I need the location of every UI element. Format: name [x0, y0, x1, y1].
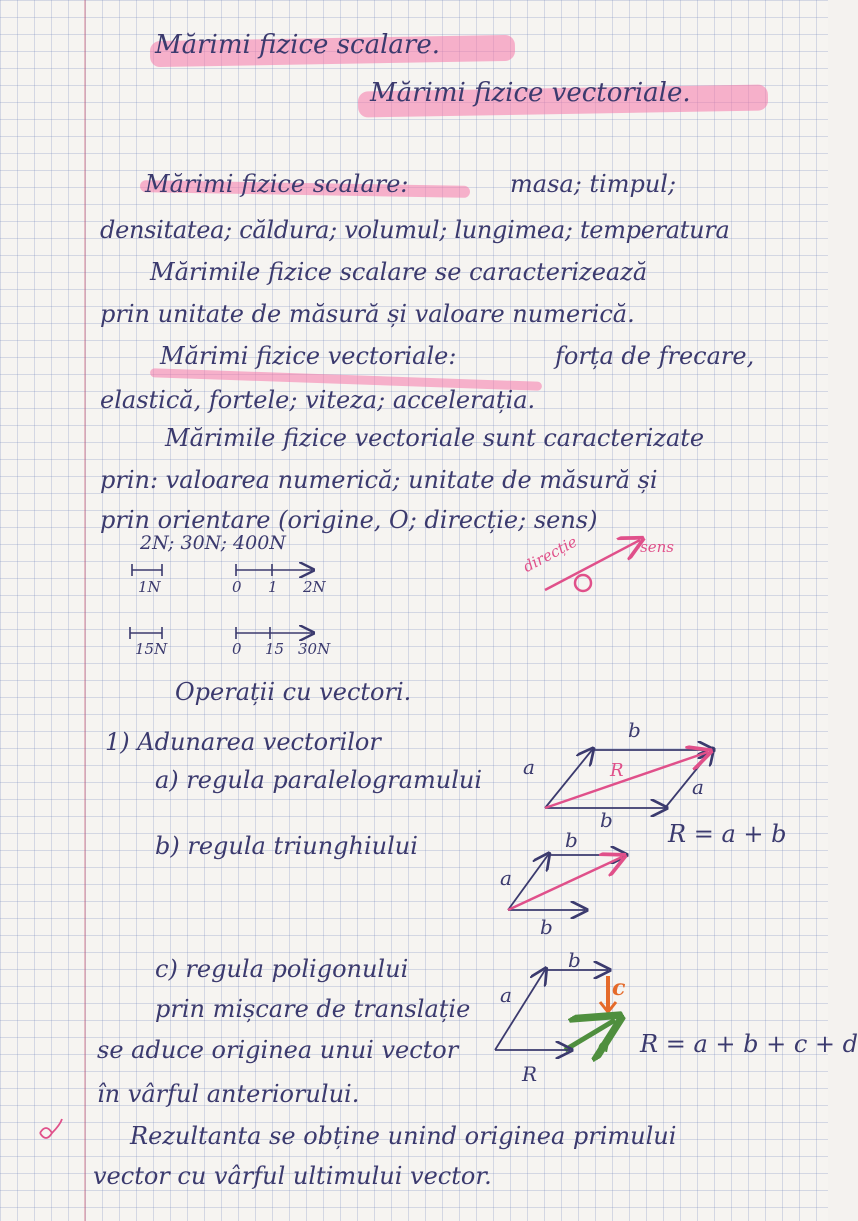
- scalar-definition-line1: Mărimile fizice scalare se caracterizează: [150, 258, 648, 286]
- sense-label: -sens: [635, 538, 675, 556]
- scale-15n: [130, 627, 162, 639]
- rule-parallelogram: a) regula paralelogramului: [155, 766, 483, 794]
- force-examples: 2N; 30N; 400N: [140, 532, 286, 554]
- rule-polygon: c) regula poligonului: [155, 955, 409, 983]
- label-b-parallelogram-bottom: b: [600, 808, 613, 832]
- scalar-definition-line2: prin unitate de măsură și valoare numerică.: [100, 300, 635, 328]
- direction-label: direcție: [520, 532, 581, 576]
- rule-polygon-desc3: în vârful anteriorului.: [97, 1080, 360, 1108]
- vector-list-line1: forța de frecare,: [555, 342, 755, 370]
- scalar-list-line1: masa; timpul;: [510, 170, 677, 198]
- triangle-diagram: [508, 855, 625, 910]
- label-r-parallelogram: R: [610, 760, 624, 781]
- label-a-polygon: a: [500, 983, 512, 1007]
- direction-sense-arrow: [545, 540, 640, 591]
- scalar-list-line2: densitatea; căldura; volumul; lungimea; temperatura: [100, 216, 730, 244]
- vector-30n: [236, 627, 312, 639]
- polygon-diagram: [495, 970, 616, 1050]
- label-b-triangle-top: b: [565, 828, 578, 852]
- formula-sum-four: R = a + b + c + d: [640, 1030, 858, 1058]
- vector-definition-line1: Mărimile fizice vectoriale sunt caracterizate: [165, 424, 705, 452]
- formula-sum-two: R = a + b: [668, 820, 787, 848]
- rule-polygon-desc1: prin mișcare de translație: [155, 995, 471, 1023]
- label-b-polygon: b: [568, 948, 581, 972]
- label-zero-b: 0: [232, 640, 242, 658]
- label-r-polygon: R: [522, 1062, 538, 1086]
- vector-2n: [236, 564, 312, 576]
- label-zero-a: 0: [232, 578, 242, 596]
- scalar-heading: Mărimi fizice scalare:: [145, 170, 409, 198]
- label-2n: 2N: [303, 578, 326, 596]
- conclusion-line2: vector cu vârful ultimului vector.: [93, 1162, 492, 1190]
- vector-list-line2: elastică, fortele; viteza; accelerația.: [100, 386, 536, 414]
- label-15n: 15N: [135, 640, 168, 658]
- label-one: 1: [268, 578, 278, 596]
- scale-1n: [132, 564, 162, 576]
- label-30n: 30N: [298, 640, 331, 658]
- label-1n: 1N: [138, 578, 161, 596]
- vector-heading: Mărimi fizice vectoriale:: [160, 342, 457, 370]
- label-a-triangle: a: [500, 866, 512, 890]
- rule-triangle: b) regula triunghiului: [155, 832, 418, 860]
- title-scalar: Mărimi fizice scalare.: [155, 30, 440, 60]
- label-d-polygon: d: [598, 1033, 611, 1057]
- label-a-parallelogram: a: [523, 755, 535, 779]
- title-vector: Mărimi fizice vectoriale.: [370, 78, 691, 108]
- label-c-polygon: c: [612, 975, 626, 1001]
- label-a-parallelogram-right: a: [692, 775, 704, 799]
- operations-title: Operații cu vectori.: [175, 678, 412, 706]
- addition-title: 1) Adunarea vectorilor: [105, 728, 381, 756]
- label-15: 15: [265, 640, 285, 658]
- parallelogram-diagram: [545, 750, 712, 808]
- label-b-parallelogram-top: b: [628, 718, 641, 742]
- vector-definition-line3: prin orientare (origine, O; direcție; sens): [100, 506, 598, 534]
- rule-polygon-desc2: se aduce originea unui vector: [97, 1036, 459, 1064]
- margin-doodle: [40, 1119, 62, 1138]
- conclusion-line1: Rezultanta se obține unind originea primului: [130, 1122, 677, 1150]
- label-b-triangle-bottom: b: [540, 915, 553, 939]
- vector-definition-line2: prin: valoarea numerică; unitate de măsură și: [100, 466, 658, 494]
